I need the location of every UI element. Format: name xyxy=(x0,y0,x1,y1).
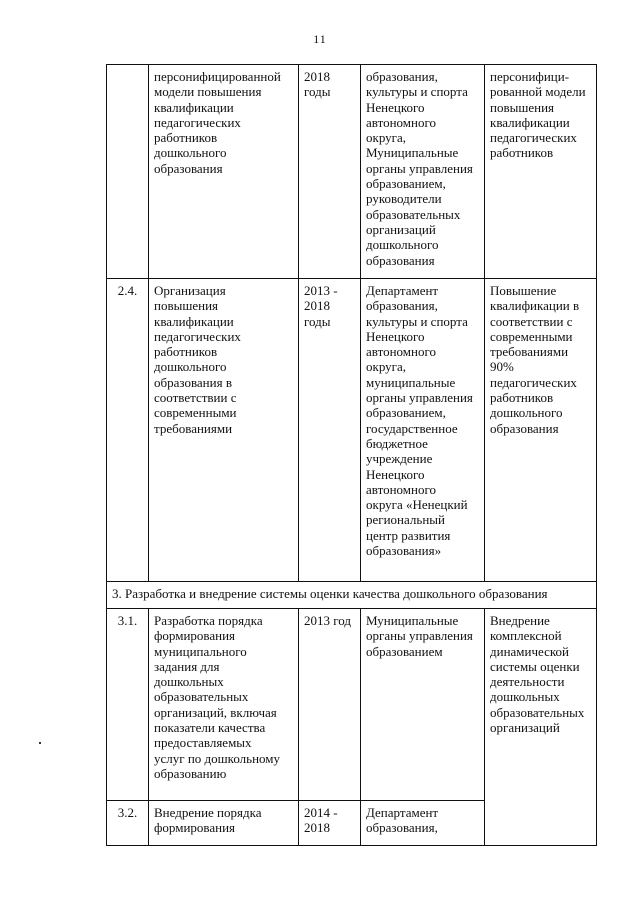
section-header-row xyxy=(107,582,597,609)
row-number: 3.1. xyxy=(107,609,149,801)
term-cell: 2013 - 2018 годы xyxy=(299,279,361,582)
table-row xyxy=(107,609,597,801)
executor-cell: Департамент образования, xyxy=(361,801,485,846)
executor-cell: Департамент образования, культуры и спорта Ненецкого автономного округа, муниципальные органы управления образованием, государственное бюджетное учреждение Ненецкого автономного округа «Ненецкий региональный центр развития образования» xyxy=(361,279,485,582)
event-cell: Внедрение порядка формирования xyxy=(149,801,299,846)
term-cell: 2018 годы xyxy=(299,65,361,279)
executor-cell: Муниципальные органы управления образованием xyxy=(361,609,485,801)
row-number: 2.4. xyxy=(107,279,149,582)
scan-mark xyxy=(39,742,41,744)
event-cell: персонифицированной модели повышения квалификации педагогических работников дошкольного образования xyxy=(149,65,299,279)
term-cell: 2013 год xyxy=(299,609,361,801)
result-cell: Внедрение комплексной динамической системы оценки деятельности дошкольных образовательных организаций xyxy=(485,609,597,846)
section-title: 3. Разработка и внедрение системы оценки качества дошкольного образования xyxy=(107,582,597,609)
event-cell: Разработка порядка формирования муниципального задания для дошкольных образовательных организаций, включая показатели качества предоставляемых услуг по дошкольному образованию xyxy=(149,609,299,801)
row-number: 3.2. xyxy=(107,801,149,846)
executor-cell: образования, культуры и спорта Ненецкого автономного округа, Муниципальные органы управления образованием, руководители образовательных организаций дошкольного образования xyxy=(361,65,485,279)
row-number xyxy=(107,65,149,279)
term-cell: 2014 - 2018 xyxy=(299,801,361,846)
event-cell: Организация повышения квалификации педагогических работников дошкольного образования в соответствии с современными требованиями xyxy=(149,279,299,582)
table-row xyxy=(107,65,597,279)
result-cell: персонифици- рованной модели повышения квалификации педагогических работников xyxy=(485,65,597,279)
page-number: 11 xyxy=(313,32,327,46)
result-cell: Повышение квалификации в соответствии с современными требованиями 90% педагогических работников дошкольного образования xyxy=(485,279,597,582)
program-table xyxy=(106,64,597,846)
table-row xyxy=(107,279,597,582)
